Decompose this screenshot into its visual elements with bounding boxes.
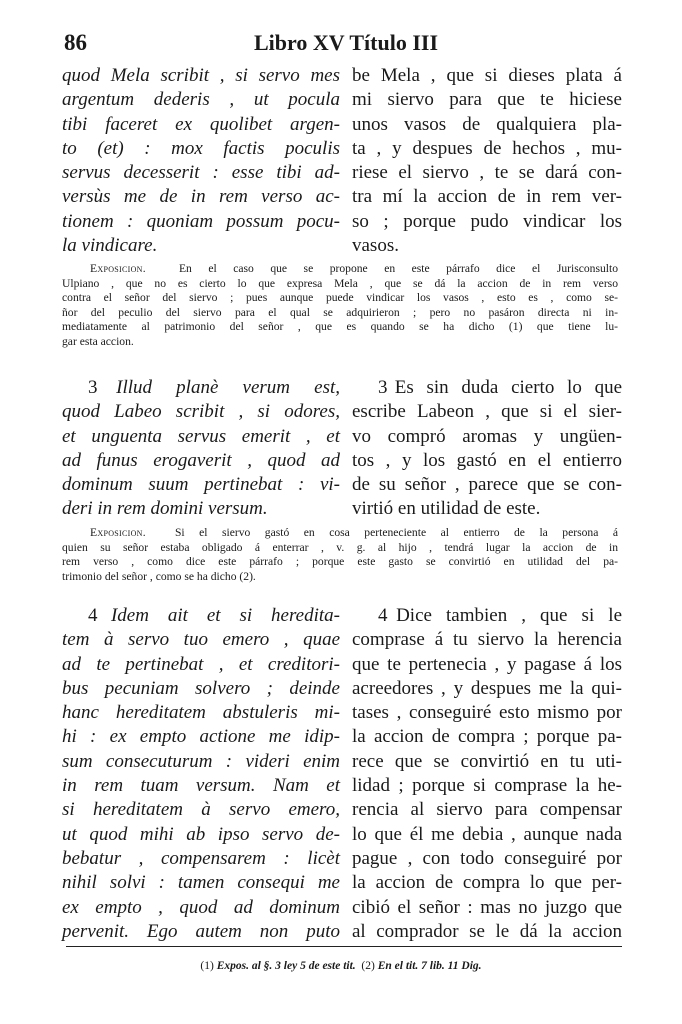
latin-line: hanc hereditatem abstuleris mi- [62,702,340,724]
footnotes [0,960,682,972]
spanish-line: cibió el señor : mas no juzgo que [352,896,622,918]
spanish-line: unos vasos de qualquiera pla- [352,113,622,135]
section-number: 3 [378,377,388,398]
section-number: 4 [88,605,98,626]
spanish-line: rece que se convirtió en tu uti- [352,750,622,772]
footnote-2-mark: (2) [361,960,375,972]
spanish-line: mi siervo para que te hiciese [352,89,622,111]
spanish-line: la accion de compra lo que per- [352,872,622,894]
latin-line: 3 Illud planè verum est, [62,376,340,400]
exposicion-line: contra el señor del siervo ; pues aunque puede vindicar los vasos , esto es , como se- [62,291,618,305]
latin-column [62,604,340,944]
latin-line: pervenit. Ego autem non puto [62,920,340,942]
spanish-line: escribe Labeon , que si el sier- [352,401,622,423]
spanish-line: al comprador se le dá la accion [352,920,622,942]
latin-line: in rem tuam versum. Nam et [62,775,340,797]
spanish-line: be Mela , que si dieses plata á [352,65,622,86]
exposicion-note-3 [62,526,618,584]
latin-line: versùs me de in rem verso ac- [62,186,340,208]
section-number: 4 [378,605,388,626]
latin-line: ut quod mihi ab ipso servo de- [62,823,340,845]
exposicion-line: Exposicion. En el caso que se propone en este párrafo dice el Jurisconsulto [90,262,619,275]
exposicion-line: ñor del peculio del siervo para el qual se adquirieron ; pero no pasáron directa ni in- [62,305,618,319]
footnote-1-mark: (1) [200,960,214,972]
spanish-line: de su señor , parece que se con- [352,474,622,496]
latin-line: hi : ex empto actione me idip- [62,726,340,748]
footnote-divider [66,946,622,947]
exposicion-line: Exposicion. Si el siervo gastó en cosa perteneciente al entierro de la persona á [90,526,619,539]
latin-line: argentum dederis , ut pocula [62,89,340,111]
exposicion-line: gar esta accion. [62,334,134,348]
exposicion-line: rem verso , como dice este párrafo ; porque este gasto se convirtió en utilidad del pa- [62,555,618,569]
latin-line: la vindicare. [62,235,158,257]
spanish-line: comprase á tu siervo la herencia [352,629,622,651]
spanish-line: vo compró aromas y ungüen- [352,425,622,447]
spanish-line: lo que él me debia , aunque nada [352,823,622,845]
spanish-line: vasos. [352,235,399,257]
spanish-line: lidad ; porque si comprase la he- [352,775,622,797]
latin-line: quod Mela scribit , si servo mes [62,65,340,86]
latin-line: ad te pertinebat , et creditori- [62,653,340,675]
exposicion-line: mediatamente al patrimonio del señor , que es quando se ha dicho (1) que tiene lu- [62,320,618,334]
spanish-line: virtió en utilidad de este. [352,498,541,520]
latin-line: bus pecuniam solvero ; deinde [62,677,340,699]
latin-line: dominum suum pertinebat : vi- [62,474,340,496]
spanish-line: 4 Dice tambien , que si le [352,604,622,628]
exposicion-line: Ulpiano , que no es cierto lo que expresa Mela , que se dá la accion de in rem verso [62,276,618,290]
latin-line: 4 Idem ait et si heredita- [62,604,340,628]
latin-line: bebatur , compensarem : licèt [62,847,340,869]
exposicion-label: Exposicion. [90,262,146,275]
latin-line: quod Labeo scribit , si odores, [62,401,340,423]
latin-line: nihil solvi : tamen consequi me [62,872,340,894]
spanish-column [352,64,622,258]
spanish-line: pague , con todo conseguiré por [352,847,622,869]
spanish-line: tra mí la accion de in rem ver- [352,186,622,208]
spanish-line: so ; porque pudo vindicar los [352,210,622,232]
latin-line: ad funus erogaverit , quod ad [62,449,340,471]
spanish-line: que te pertenecia , y pagase á los [352,653,622,675]
spanish-column [352,604,622,944]
exposicion-label: Exposicion. [90,526,146,539]
footnote-2-text: En el tit. 7 lib. 11 Dig. [377,960,482,972]
spanish-line: tos , y los gastó en el entierro [352,449,622,471]
page-number: 86 [64,30,87,55]
running-title: Libro XV Título III [254,30,439,55]
spanish-line: ta , y despues de hechos , mu- [352,137,622,159]
latin-line: to (et) : mox factis poculis [62,137,340,159]
latin-line: tem à servo tuo emero , quae [62,629,340,651]
latin-line: ex empto , quod ad dominum [62,896,340,918]
spanish-line: 3 Es sin duda cierto lo que [352,376,622,400]
spanish-line: tases , conseguiré esto mismo por [352,702,622,724]
exposicion-line: quien su señor estaba obligado á enterrar , v. g. al hijo , tendrá lugar la accion de in [62,540,618,554]
latin-column [62,376,340,522]
spanish-line: la accion de compra ; porque pa- [352,726,622,748]
latin-line: et unguenta servus emerit , et [62,425,340,447]
spanish-line: rencia al siervo para compensar [352,799,622,821]
spanish-line: riese el siervo , te se dará con- [352,162,622,184]
latin-line: tibi faceret ex quolibet argen- [62,113,340,135]
latin-column [62,64,340,258]
latin-line: tionem : quoniam possum pocu- [62,210,340,232]
exposicion-line: trimonio del señor , como se ha dicho (2). [62,569,256,583]
parallel-text-block-1 [62,64,624,260]
latin-line: deri in rem domini versum. [62,498,268,520]
parallel-text-block-3 [62,376,624,524]
latin-line: servus decesserit : esse tibi ad- [62,162,340,184]
exposicion-note-1 [62,262,618,350]
parallel-text-block-4 [62,604,624,944]
latin-line: sum consecuturum : videri enim [62,750,340,772]
footnote-1-text: Expos. al §. 3 ley 5 de este tit. [216,960,356,972]
spanish-column [352,376,622,522]
page-header [64,30,624,58]
spanish-line: acreedores , y despues me la qui- [352,677,622,699]
latin-line: si hereditatem à servo emero, [62,799,340,821]
section-number: 3 [88,377,98,398]
